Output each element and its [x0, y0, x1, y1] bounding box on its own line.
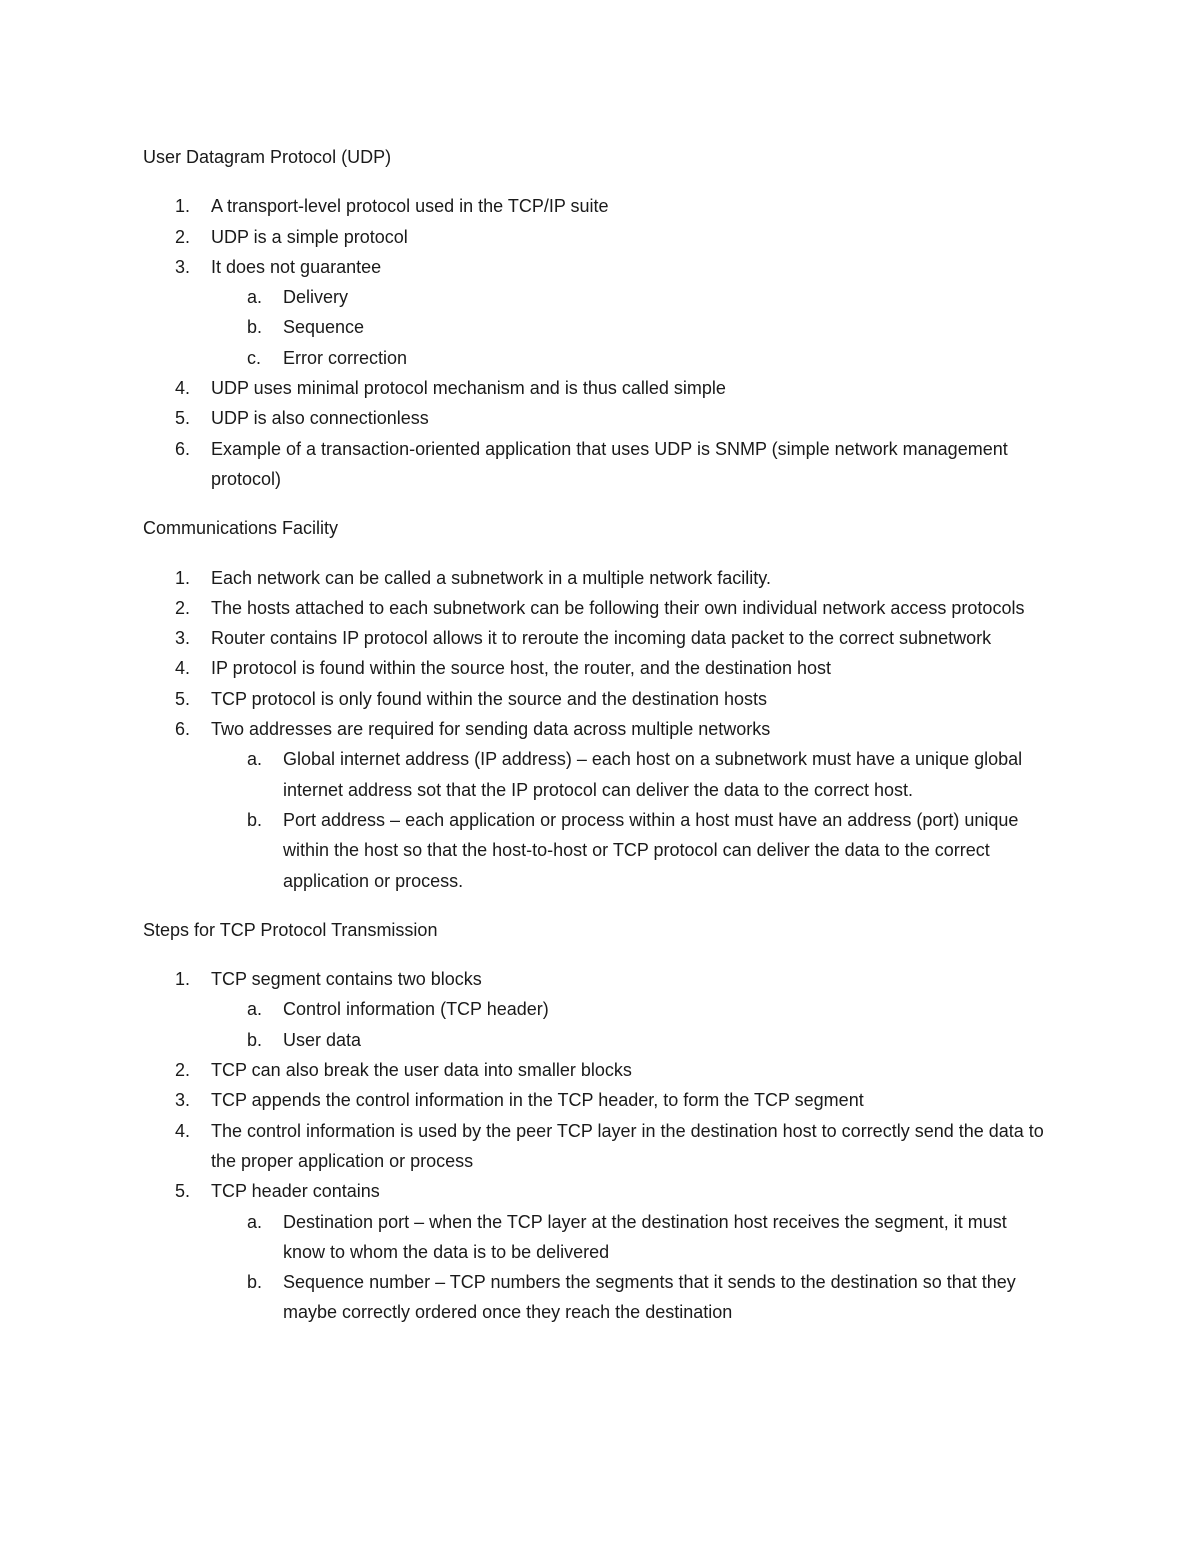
list-item: [143, 623, 1053, 653]
list-item-number: 4.: [175, 1120, 191, 1141]
list-item: [143, 1085, 1053, 1115]
lettered-sublist: [211, 994, 1053, 1055]
sub-list-item-text: Delivery: [283, 287, 349, 308]
list-item-text: A transport-level protocol used in the TCP/IP suite: [211, 196, 609, 217]
sub-list-item-letter: b.: [247, 809, 263, 830]
sub-list-item-letter: a.: [247, 287, 263, 308]
numbered-list: [143, 964, 1053, 1328]
sub-list-item-text: Destination port – when the TCP layer at the destination host receives the segment, it must know to whom the data is to be delivered: [283, 1211, 1007, 1262]
sub-list-item-text: Error correction: [283, 347, 408, 368]
list-item-number: 4.: [175, 658, 191, 679]
list-item-number: 3.: [175, 1090, 191, 1111]
list-item: [143, 434, 1053, 495]
list-item-text: Each network can be called a subnetwork in a multiple network facility.: [211, 567, 771, 588]
sub-list-item-text: Port address – each application or process within a host must have an address (port) unique within the host so that the host-to-host or TCP protocol can deliver the data to the correct application or process.: [283, 809, 1019, 891]
sub-list-item-letter: b.: [247, 1272, 263, 1293]
list-item: [143, 563, 1053, 593]
document-page: [143, 142, 1053, 1328]
sub-list-item-text: Global internet address (IP address) – each host on a subnetwork must have a unique global internet address sot that the IP protocol can deliver the data to the correct host.: [283, 749, 1023, 800]
list-item-text: UDP is also connectionless: [211, 408, 429, 429]
sub-list-item: [211, 744, 1053, 805]
list-item: [143, 1176, 1053, 1327]
lettered-sublist: [211, 744, 1053, 895]
list-item: [143, 593, 1053, 623]
sub-list-item-text: Sequence: [283, 317, 365, 338]
sub-list-item-letter: b.: [247, 317, 263, 338]
lettered-sublist: [211, 1207, 1053, 1328]
list-item-text: TCP segment contains two blocks: [211, 969, 482, 990]
lettered-sublist: [211, 282, 1053, 373]
list-item: [143, 252, 1053, 373]
list-item-number: 5.: [175, 408, 191, 429]
list-item: [143, 714, 1053, 896]
list-item-text: The hosts attached to each subnetwork can be following their own individual network access protocols: [211, 597, 1025, 618]
sub-list-item-letter: a.: [247, 1211, 263, 1232]
list-item-number: 3.: [175, 628, 191, 649]
list-item-number: 1.: [175, 567, 191, 588]
section-heading: User Datagram Protocol (UDP): [143, 147, 392, 167]
list-item-number: 4.: [175, 378, 191, 399]
list-item-number: 6.: [175, 719, 191, 740]
list-item: [143, 964, 1053, 1055]
sub-list-item: [211, 343, 1053, 373]
list-item: [143, 191, 1053, 221]
list-item-text: TCP can also break the user data into smaller blocks: [211, 1060, 632, 1081]
sub-list-item: [211, 282, 1053, 312]
list-item-text: Two addresses are required for sending data across multiple networks: [211, 719, 771, 740]
sub-list-item-text: Sequence number – TCP numbers the segments that it sends to the destination so that they maybe correctly ordered once they reach the destination: [283, 1272, 1016, 1323]
sub-list-item-text: User data: [283, 1029, 362, 1050]
sub-list-item: [211, 1207, 1053, 1268]
list-item: [143, 222, 1053, 252]
section-heading: Steps for TCP Protocol Transmission: [143, 919, 438, 940]
list-item-text: IP protocol is found within the source host, the router, and the destination host: [211, 658, 832, 679]
list-item-text: TCP protocol is only found within the source and the destination hosts: [211, 688, 767, 709]
sub-list-item: [211, 805, 1053, 896]
sub-list-item-letter: a.: [247, 749, 263, 770]
list-item-number: 5.: [175, 688, 191, 709]
list-item-number: 6.: [175, 438, 191, 459]
sub-list-item-letter: b.: [247, 1029, 263, 1050]
sub-list-item: [211, 312, 1053, 342]
sub-list-item-letter: a.: [247, 999, 263, 1020]
list-item-number: 2.: [175, 226, 191, 247]
numbered-list: [143, 191, 1053, 494]
list-item-text: Router contains IP protocol allows it to reroute the incoming data packet to the correct subnetwork: [211, 628, 992, 649]
list-item: [143, 373, 1053, 403]
list-item: [143, 1055, 1053, 1085]
sub-list-item-letter: c.: [247, 347, 262, 368]
list-item-number: 3.: [175, 256, 191, 277]
list-item-text: UDP uses minimal protocol mechanism and is thus called simple: [211, 378, 726, 399]
sub-list-item: [211, 1267, 1053, 1328]
list-item-number: 1.: [175, 969, 191, 990]
list-item-number: 2.: [175, 597, 191, 618]
list-item: [143, 403, 1053, 433]
list-item-number: 5.: [175, 1181, 191, 1202]
list-item-text: TCP appends the control information in the TCP header, to form the TCP segment: [211, 1090, 864, 1111]
list-item-text: TCP header contains: [211, 1181, 380, 1202]
list-item-text: UDP is a simple protocol: [211, 226, 408, 247]
list-item: [143, 684, 1053, 714]
sub-list-item: [211, 1025, 1053, 1055]
numbered-list: [143, 563, 1053, 896]
list-item-number: 1.: [175, 196, 191, 217]
list-item-number: 2.: [175, 1060, 191, 1081]
list-item: [143, 653, 1053, 683]
sub-list-item: [211, 994, 1053, 1024]
list-item: [143, 1116, 1053, 1177]
sub-list-item-text: Control information (TCP header): [283, 999, 549, 1020]
list-item-text: Example of a transaction-oriented application that uses UDP is SNMP (simple network management protocol): [211, 438, 1008, 489]
list-item-text: It does not guarantee: [211, 256, 382, 277]
list-item-text: The control information is used by the peer TCP layer in the destination host to correctly send the data to the proper application or process: [211, 1120, 1044, 1171]
section-heading: Communications Facility: [143, 518, 339, 539]
